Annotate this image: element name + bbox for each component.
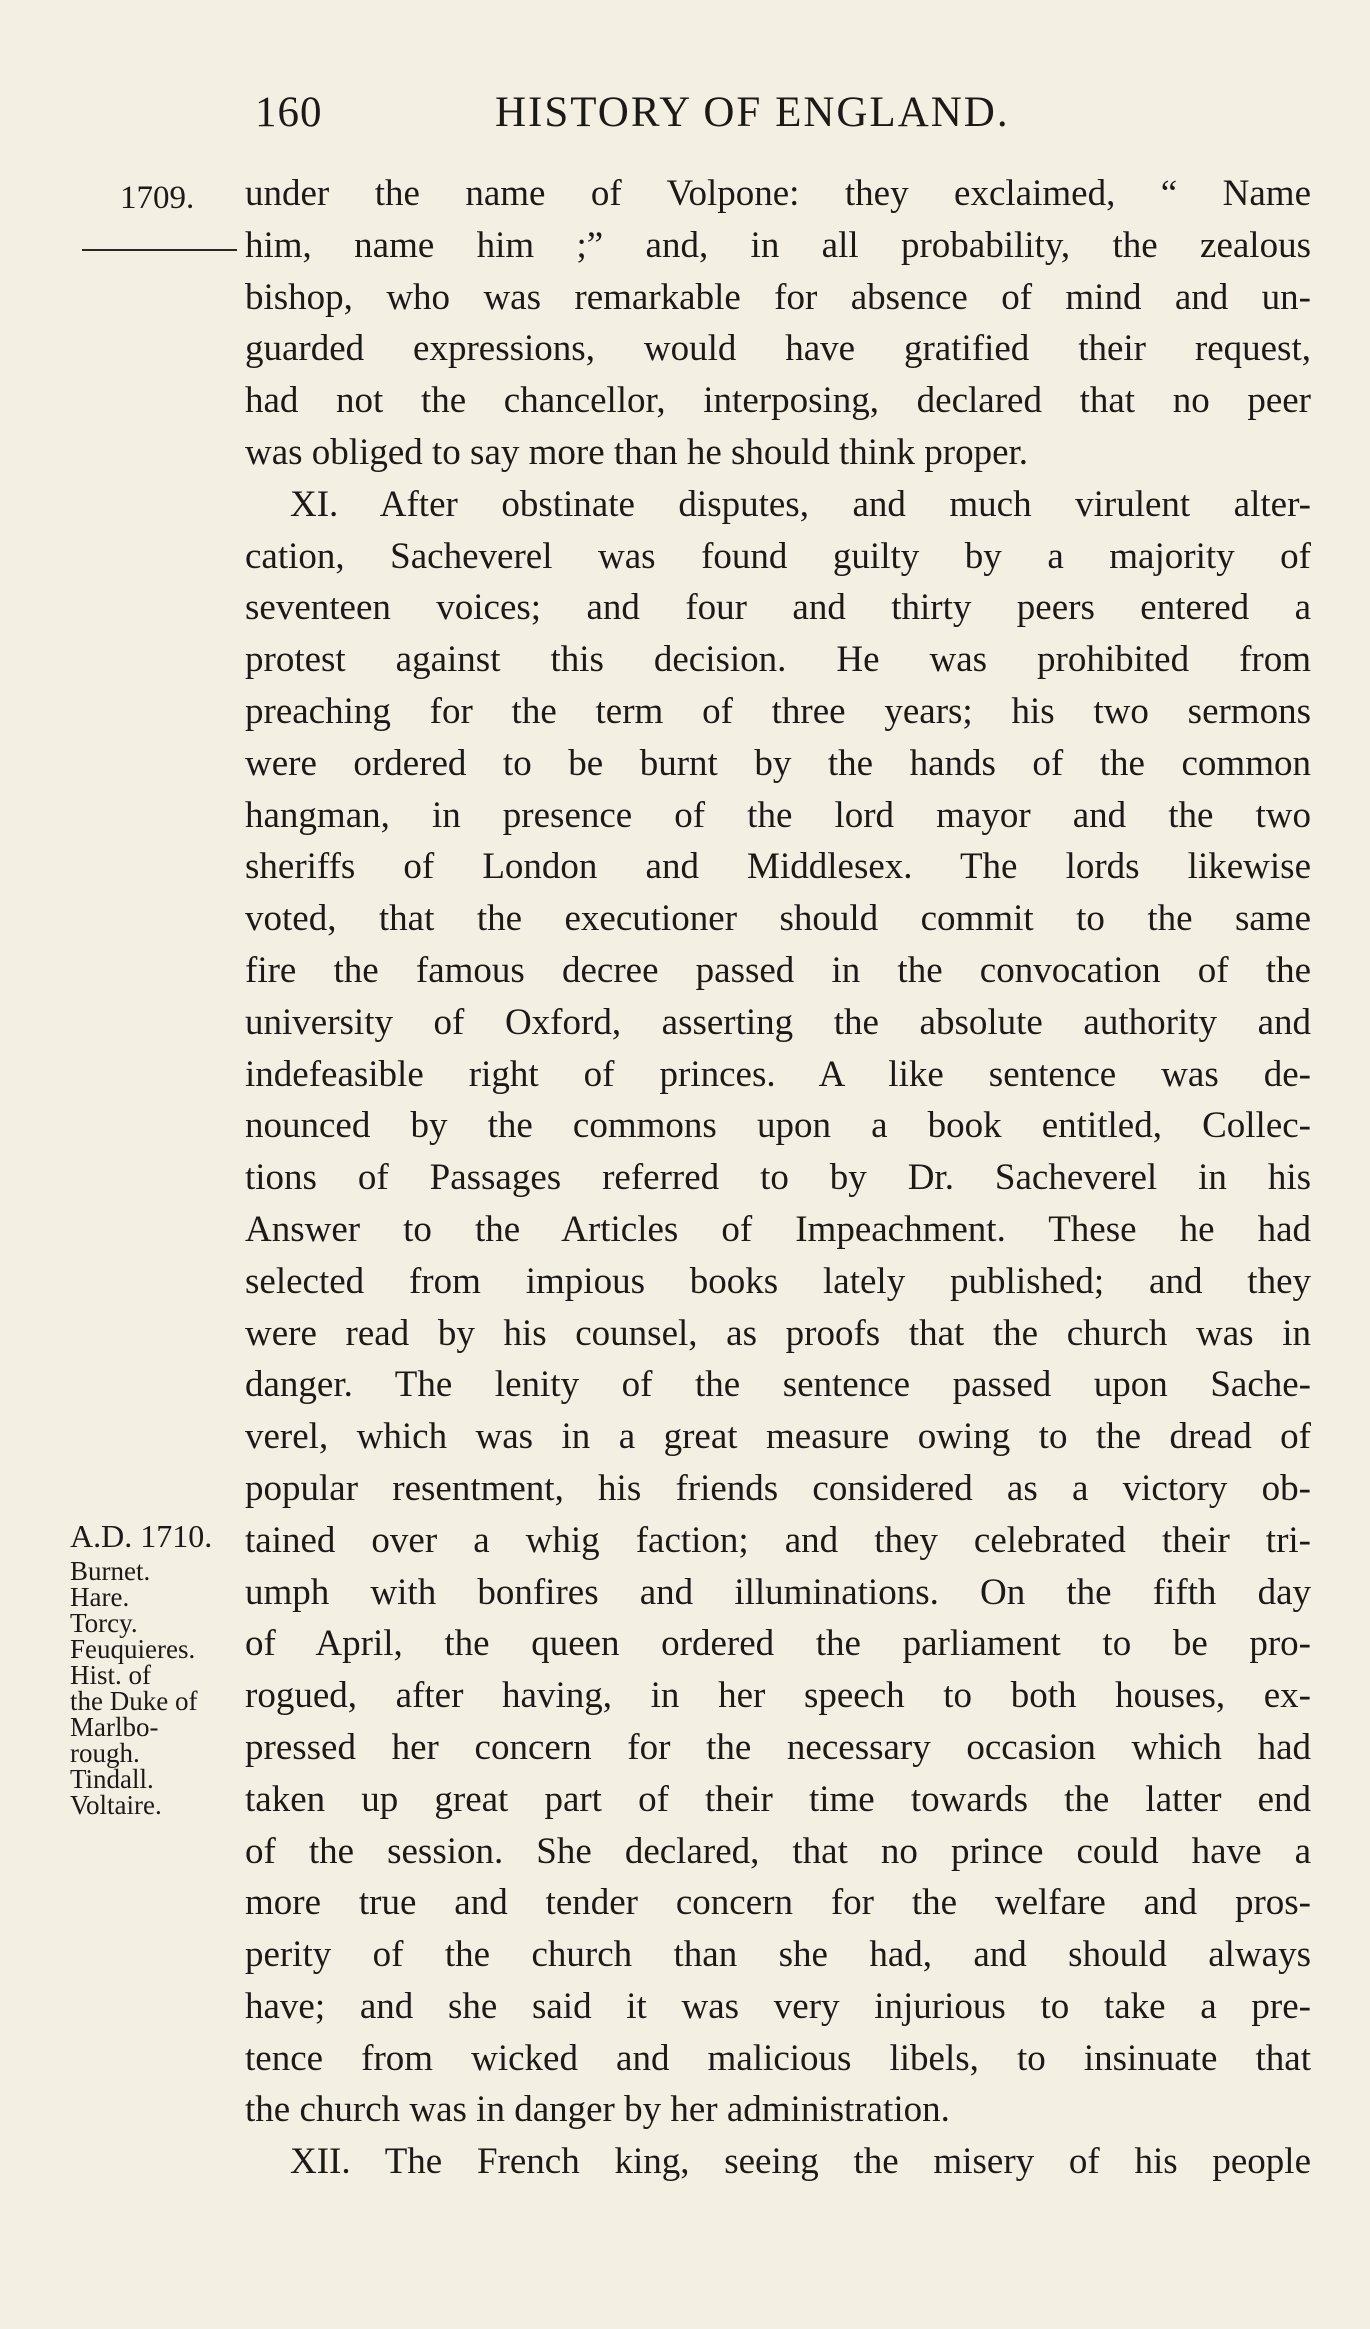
- text-line: sheriffs of London and Middlesex. The lords likewise: [245, 846, 1311, 888]
- page-header: [255, 88, 1315, 148]
- text-line: hangman, in presence of the lord mayor and the two: [245, 794, 1311, 836]
- text-line: tence from wicked and malicious libels, to insinuate that: [245, 2037, 1311, 2079]
- text-line: more true and tender concern for the welfare and pros-: [245, 1882, 1311, 1924]
- text-line: university of Oxford, asserting the absolute authority and: [245, 1001, 1311, 1043]
- text-line: was obliged to say more than he should think proper.: [245, 431, 1029, 473]
- running-head: HISTORY OF ENGLAND.: [495, 89, 1010, 136]
- sidenote: Feuquieres.: [70, 1634, 196, 1664]
- text-line: voted, that the executioner should commit to the same: [245, 898, 1311, 940]
- sidenote: rough.: [70, 1738, 140, 1768]
- sidenote: Tindall.: [70, 1764, 154, 1794]
- text-line: of April, the queen ordered the parliament to be pro-: [245, 1623, 1311, 1665]
- text-line: popular resentment, his friends considered as a victory ob-: [245, 1467, 1311, 1509]
- text-line: had not the chancellor, interposing, declared that no peer: [245, 380, 1311, 422]
- text-line: rogued, after having, in her speech to both houses, ex-: [245, 1675, 1311, 1717]
- sidenote: Burnet.: [70, 1556, 151, 1586]
- text-line: umph with bonfires and illuminations. On the fifth day: [245, 1571, 1311, 1613]
- text-line: fire the famous decree passed in the convocation of the: [245, 949, 1311, 991]
- sidenote: Voltaire.: [70, 1790, 162, 1820]
- text-line: bishop, who was remarkable for absence of mind and un-: [245, 276, 1311, 318]
- text-line: were read by his counsel, as proofs that the church was in: [245, 1312, 1311, 1354]
- margin-sidenotes: [70, 1558, 250, 1818]
- text-line: verel, which was in a great measure owing to the dread of: [245, 1416, 1311, 1458]
- text-line: tions of Passages referred to by Dr. Sacheverel in his: [245, 1157, 1311, 1199]
- text-line: cation, Sacheverel was found guilty by a majority of: [245, 535, 1311, 577]
- text-line: of the session. She declared, that no prince could have a: [245, 1830, 1311, 1872]
- text-line: Answer to the Articles of Impeachment. These he had: [245, 1208, 1311, 1250]
- text-line: danger. The lenity of the sentence passed upon Sache-: [245, 1364, 1311, 1406]
- margin-year: 1709.: [120, 180, 195, 216]
- page-number: 160: [255, 89, 323, 136]
- text-line: guarded expressions, would have gratified their request,: [245, 328, 1311, 370]
- text-line: under the name of Volpone: they exclaimed, “ Name: [245, 173, 1311, 214]
- section-start-line: XII. The French king, seeing the misery of his people: [290, 2141, 1311, 2183]
- sidenote: Hist. of: [70, 1660, 151, 1690]
- sidenote: Hare.: [70, 1582, 130, 1612]
- text-line: selected from impious books lately published; and they: [245, 1260, 1311, 1302]
- sidenote: Torcy.: [70, 1608, 138, 1638]
- text-line: the church was in danger by her administration.: [245, 2089, 950, 2131]
- text-line: have; and she said it was very injurious to take a pre-: [245, 1985, 1311, 2027]
- text-line: were ordered to be burnt by the hands of the common: [245, 742, 1311, 784]
- text-line: pressed her concern for the necessary occasion which had: [245, 1726, 1311, 1768]
- text-line: preaching for the term of three years; his two sermons: [245, 690, 1311, 732]
- text-line: protest against this decision. He was prohibited from: [245, 639, 1311, 681]
- section-start-line: XI. After obstinate disputes, and much virulent alter-: [290, 483, 1311, 525]
- margin-rule: [82, 249, 237, 251]
- margin-date: A.D. 1710.: [70, 1518, 213, 1554]
- text-line: tained over a whig faction; and they celebrated their tri-: [245, 1519, 1311, 1561]
- body-text: [245, 168, 1311, 2188]
- text-line: him, name him ;” and, in all probability, the zealous: [245, 224, 1311, 266]
- text-line: taken up great part of their time towards the latter end: [245, 1778, 1311, 1820]
- text-line: seventeen voices; and four and thirty peers entered a: [245, 587, 1311, 629]
- text-line: nounced by the commons upon a book entitled, Collec-: [245, 1105, 1311, 1147]
- sidenote: Marlbo-: [70, 1712, 159, 1742]
- text-line: indefeasible right of princes. A like sentence was de-: [245, 1053, 1311, 1095]
- text-line: perity of the church than she had, and should always: [245, 1934, 1311, 1976]
- sidenote: the Duke of: [70, 1686, 198, 1716]
